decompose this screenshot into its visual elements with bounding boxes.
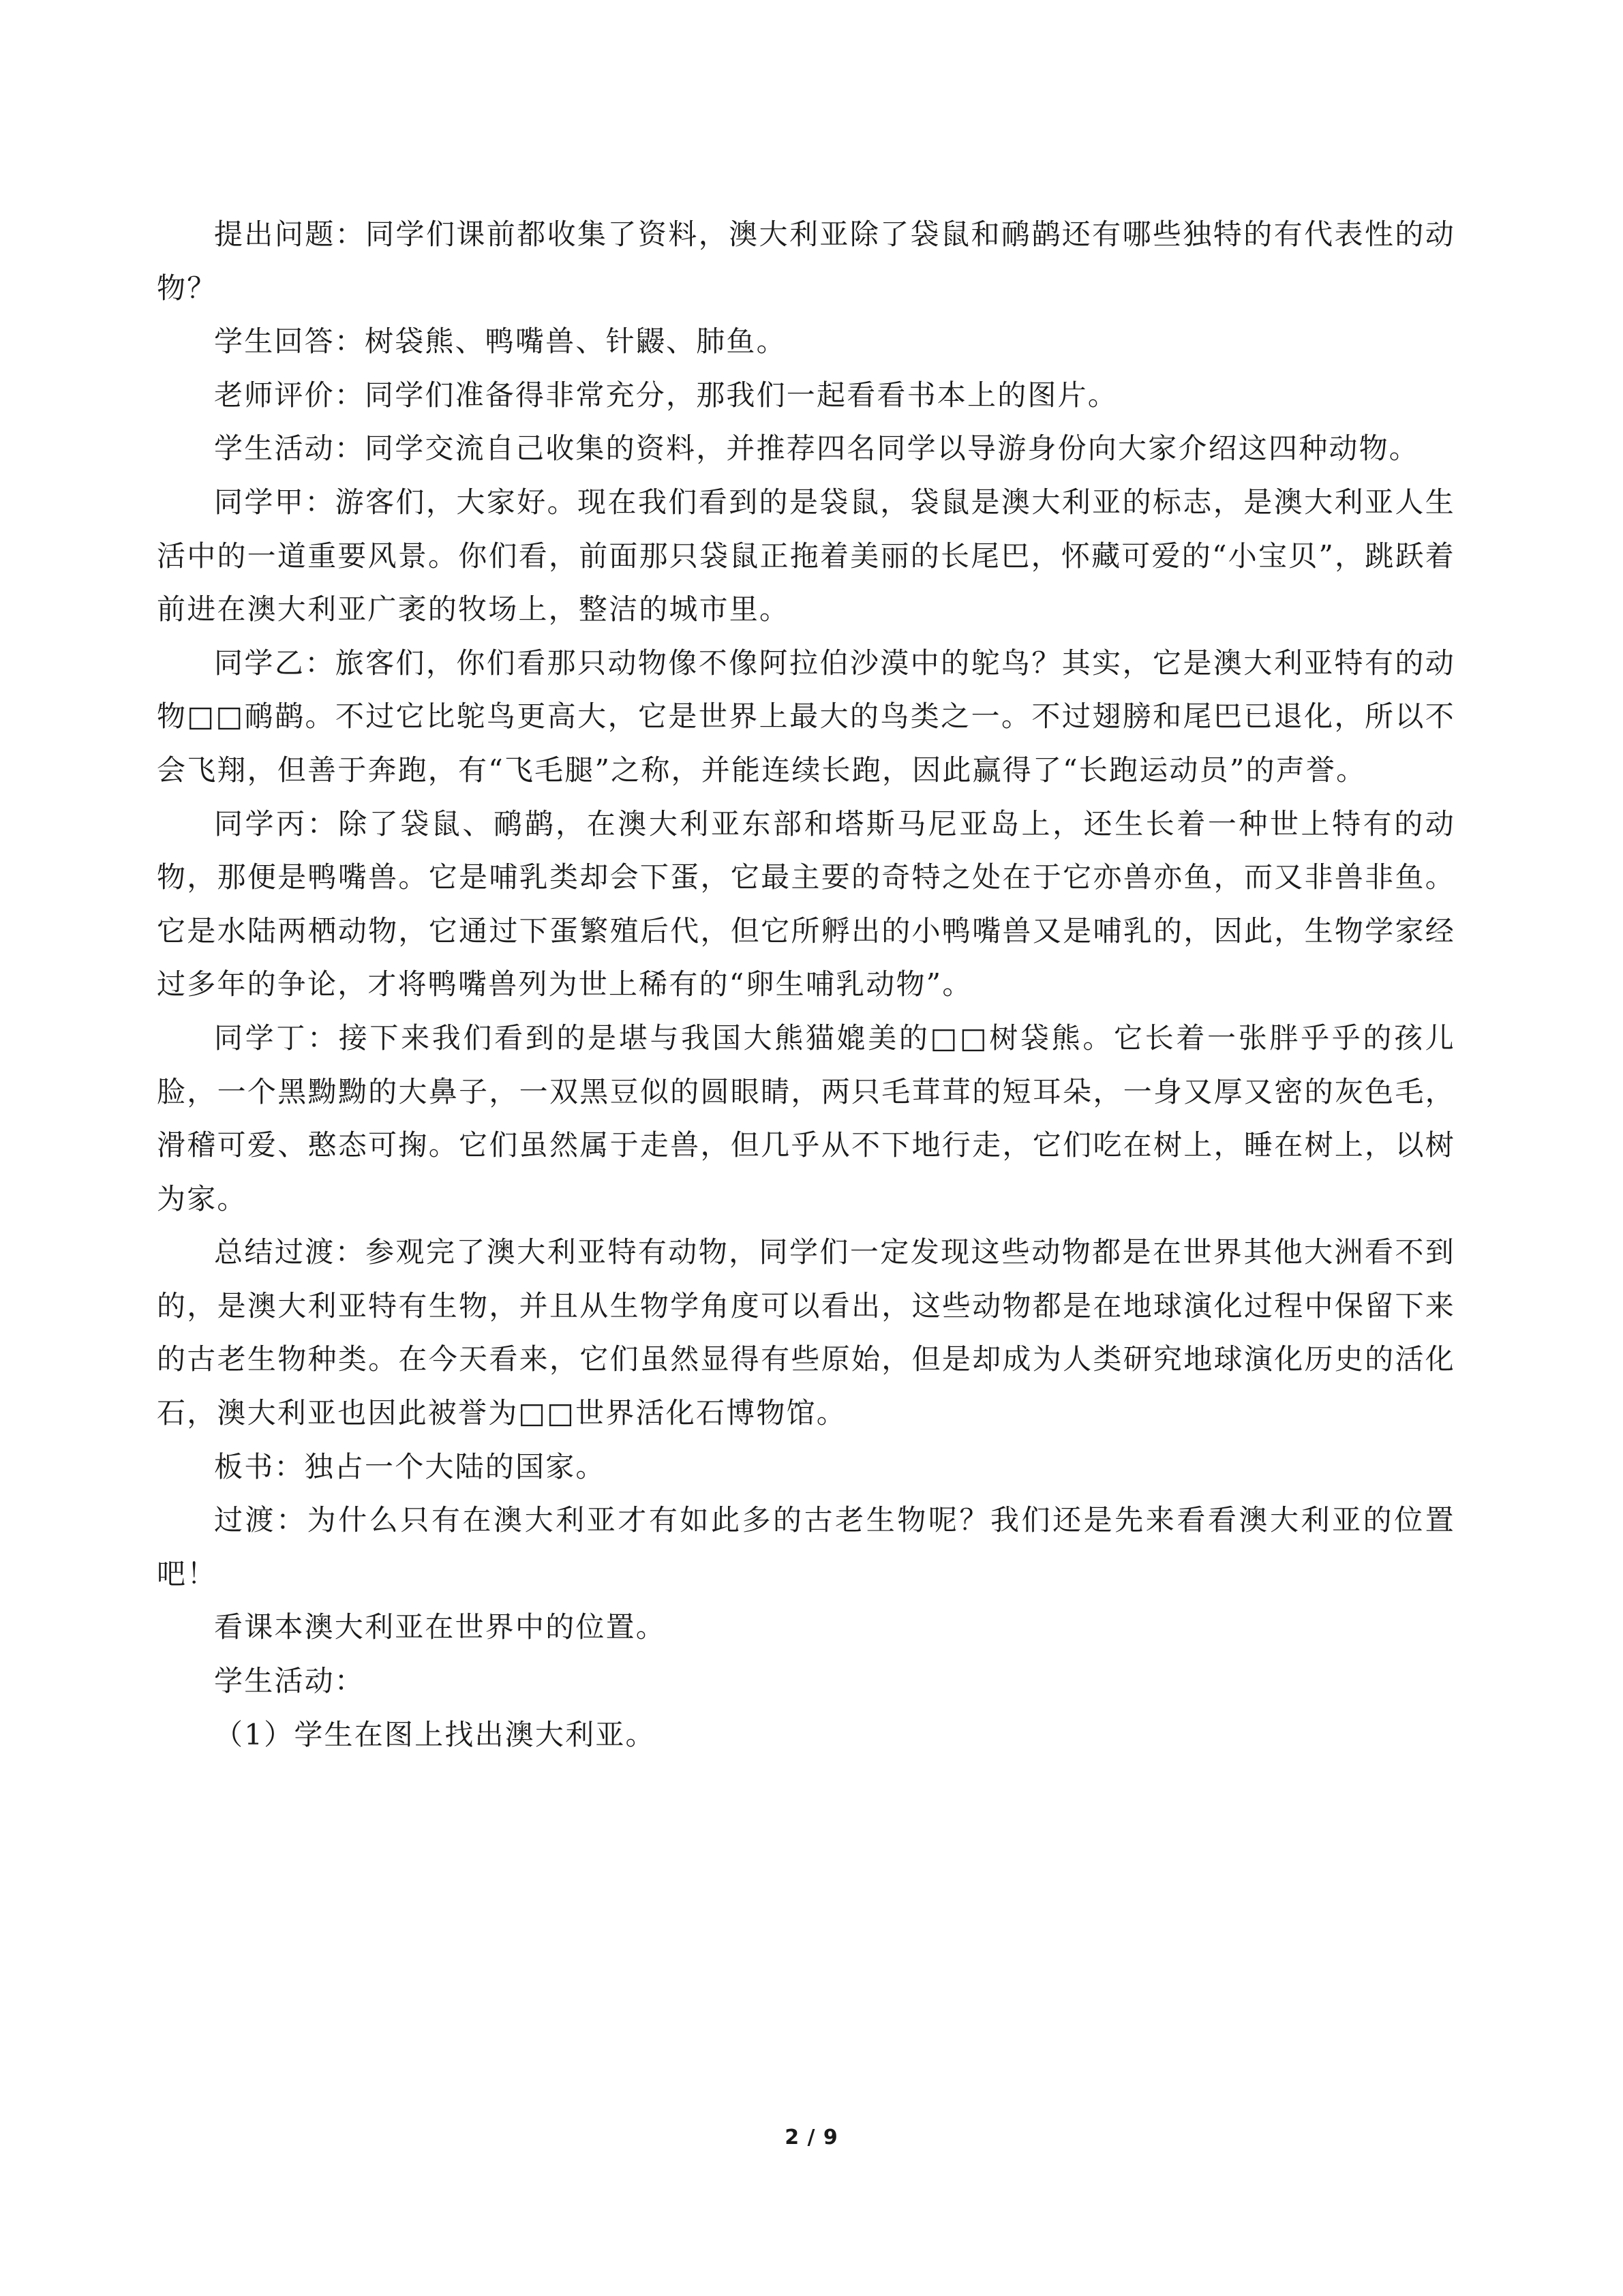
paragraph-textbook-map: 看课本澳大利亚在世界中的位置。: [214, 1610, 667, 1644]
page-number: 2 / 9: [785, 2126, 838, 2149]
paragraph-student-c: 同学丙：除了袋鼠、鸸鹋，在澳大利亚东部和塔斯马尼亚岛上，还生长着一种世上特有的动物，那便是鸭嘴兽。它是哺乳类却会下蛋，它最主要的奇特之处在于它亦兽亦鱼，而又非兽非鱼。它是水陆两栖动物，它通过下蛋繁殖后代，但它所孵出的小鸭嘴兽又是哺乳的，因此，生物学家经过多年的争论，才将鸭嘴兽列为世上稀有的“卵生哺乳动物”。: [157, 806, 1455, 1001]
document-body: [157, 208, 1455, 1762]
paragraph-student-a: 同学甲：游客们，大家好。现在我们看到的是袋鼠，袋鼠是澳大利亚的标志，是澳大利亚人生活中的一道重要风景。你们看，前面那只袋鼠正拖着美丽的长尾巴，怀藏可爱的“小宝贝”，跳跃着前进在澳大利亚广袤的牧场上，整洁的城市里。: [157, 485, 1455, 626]
paragraph-summary-transition: 总结过渡：参观完了澳大利亚特有动物，同学们一定发现这些动物都是在世界其他大洲看不到的，是澳大利亚特有生物，并且从生物学角度可以看出，这些动物都是在地球演化过程中保留下来的古老生物种类。在今天看来，它们虽然显得有些原始，但是却成为人类研究地球演化历史的活化石，澳大利亚也因此被誉为□□世界活化石博物馆。: [157, 1235, 1455, 1430]
paragraph-question: 提出问题：同学们课前都收集了资料，澳大利亚除了袋鼠和鸸鹋还有哪些独特的有代表性的动物？: [157, 217, 1455, 305]
paragraph-transition: 过渡：为什么只有在澳大利亚才有如此多的古老生物呢？我们还是先来看看澳大利亚的位置吧！: [157, 1503, 1455, 1590]
paragraph-student-activity: 学生活动：同学交流自己收集的资料，并推荐四名同学以导游身份向大家介绍这四种动物。: [214, 432, 1420, 466]
paragraph-student-d: 同学丁：接下来我们看到的是堪与我国大熊猫媲美的□□树袋熊。它长着一张胖乎乎的孩儿脸，一个黑黝黝的大鼻子，一双黑豆似的圆眼睛，两只毛茸茸的短耳朵，一身又厚又密的灰色毛，滑稽可爱、憨态可掬。它们虽然属于走兽，但几乎从不下地行走，它们吃在树上，睡在树上，以树为家。: [157, 1021, 1455, 1215]
paragraph-teacher-evaluation: 老师评价：同学们准备得非常充分，那我们一起看看书本上的图片。: [214, 378, 1119, 412]
paragraph-student-b: 同学乙：旅客们，你们看那只动物像不像阿拉伯沙漠中的鸵鸟？其实，它是澳大利亚特有的动物□□鸸鹋。不过它比鸵鸟更高大，它是世界上最大的鸟类之一。不过翅膀和尾巴已退化，所以不会飞翔，但善于奔跑，有“飞毛腿”之称，并能连续长跑，因此赢得了“长跑运动员”的声誉。: [157, 646, 1455, 787]
paragraph-student-answer: 学生回答：树袋熊、鸭嘴兽、针鼹、肺鱼。: [214, 324, 787, 359]
paragraph-activity-heading: 学生活动：: [214, 1664, 365, 1698]
paragraph-blackboard: 板书：独占一个大陆的国家。: [214, 1449, 606, 1483]
paragraph-activity-item-1: （1）学生在图上找出澳大利亚。: [214, 1717, 656, 1751]
